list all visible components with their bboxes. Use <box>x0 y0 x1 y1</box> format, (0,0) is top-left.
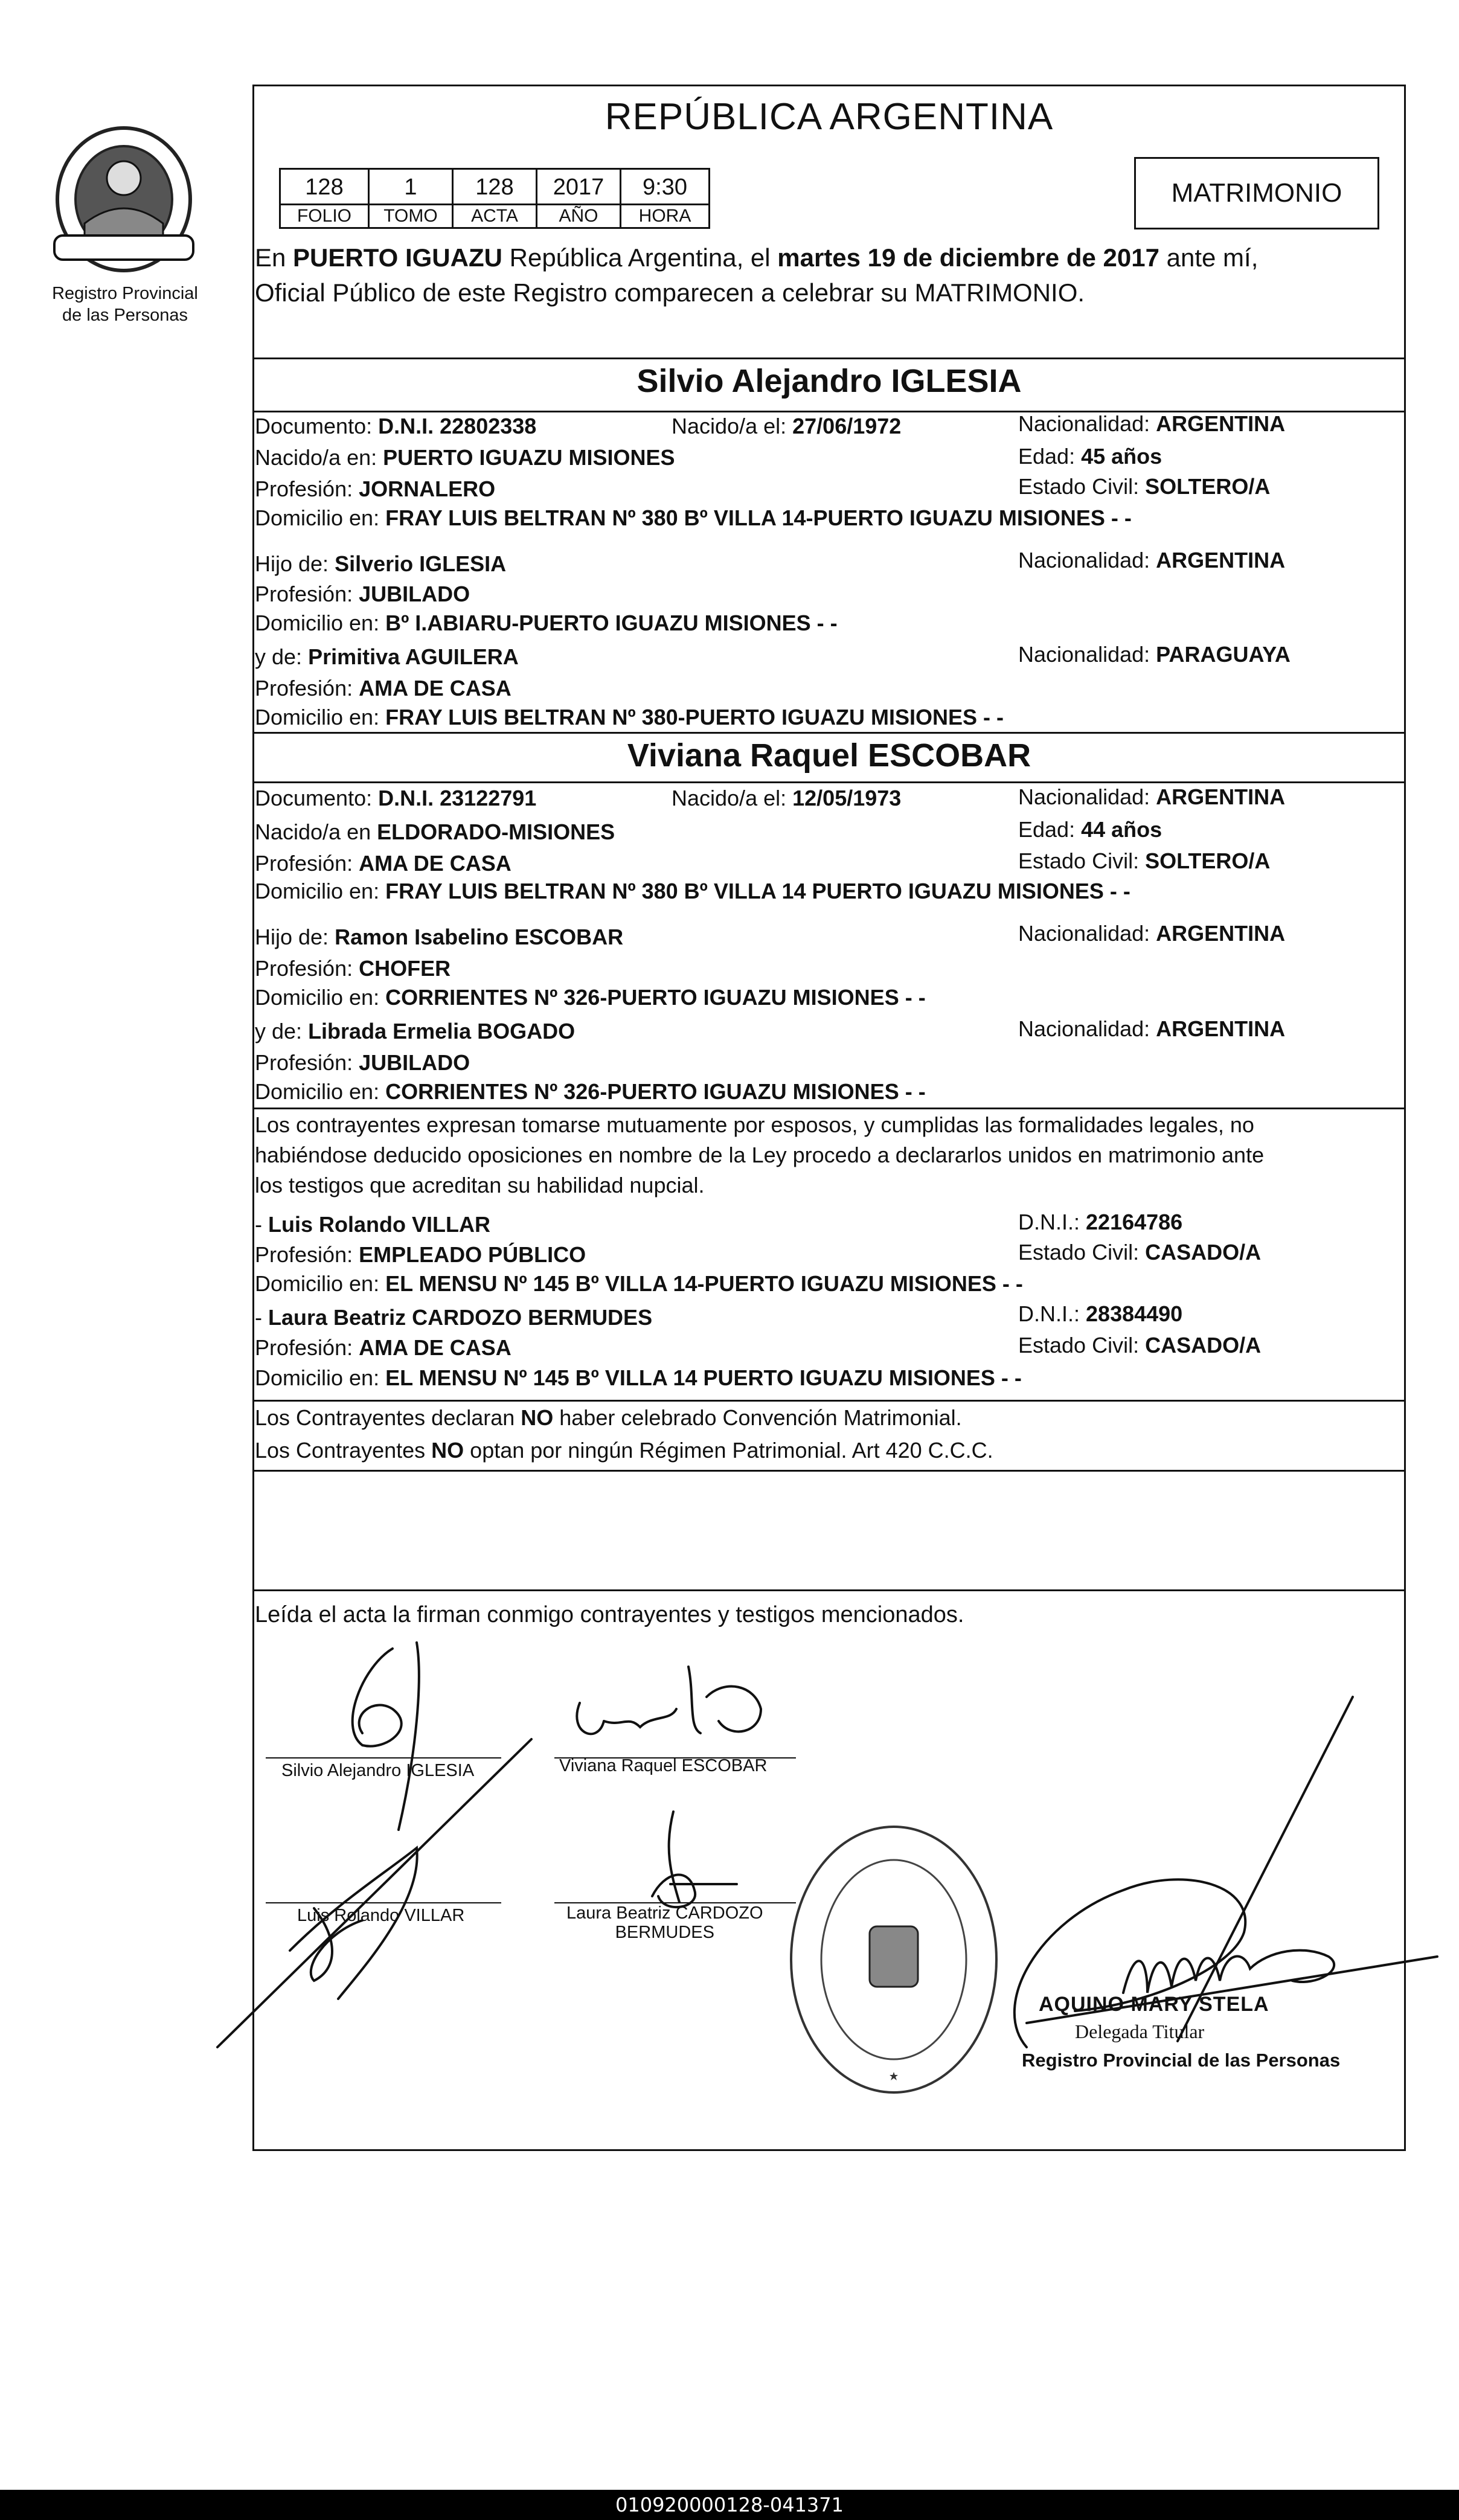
official-organization: Registro Provincial de las Personas <box>1022 2050 1341 2071</box>
witness2-profession: Profesión: AMA DE CASA <box>255 1335 511 1360</box>
spouse1-mother-address: Domicilio en: FRAY LUIS BELTRAN Nº 380-PUERTO IGUAZU MISIONES - - <box>255 705 1004 729</box>
spouse1-name: Silvio Alejandro IGLESIA <box>637 363 1022 399</box>
spouse2-father: Hijo de: Ramon Isabelino ESCOBAR <box>255 925 624 949</box>
spouse1-address: Domicilio en: FRAY LUIS BELTRAN Nº 380 Bº VILLA 14-PUERTO IGUAZU MISIONES - - <box>255 505 1132 530</box>
convention-line2: Los Contrayentes NO optan por ningún Régimen Patrimonial. Art 420 C.C.C. <box>255 1438 993 1463</box>
hora-label: HORA <box>620 204 710 229</box>
witness1-address: Domicilio en: EL MENSU Nº 145 Bº VILLA 14-PUERTO IGUAZU MISIONES - - <box>255 1271 1023 1296</box>
official-name: AQUINO MARY STELA <box>1039 1993 1269 2016</box>
spouse2-mother-address: Domicilio en: CORRIENTES Nº 326-PUERTO IGUAZU MISIONES - - <box>255 1079 926 1104</box>
divider <box>252 1589 1406 1591</box>
divider <box>252 1400 1406 1402</box>
spouse2-birthplace: Nacido/a en ELDORADO-MISIONES <box>255 819 615 844</box>
spouse1-birthdate: Nacido/a el: 27/06/1972 <box>672 414 902 438</box>
signature-label-spouse1: Silvio Alejandro IGLESIA <box>281 1761 475 1780</box>
document-code: 010920000128-041371 <box>615 2493 844 2516</box>
spouse1-father-address: Domicilio en: Bº I.ABIARU-PUERTO IGUAZU MISIONES - - <box>255 611 838 635</box>
witness2-civil-status: Estado Civil: CASADO/A <box>1018 1333 1262 1358</box>
footer-bar <box>0 2490 1459 2520</box>
witness2-name: - Laura Beatriz CARDOZO BERMUDES <box>255 1305 653 1330</box>
registry-stamp-icon <box>779 1818 1008 2102</box>
spouse1-documento: Documento: D.N.I. 22802338 <box>255 414 537 438</box>
anio-label: AÑO <box>536 204 621 229</box>
spouse1-father: Hijo de: Silverio IGLESIA <box>255 551 507 576</box>
signature-label-witness1: Luis Rolando VILLAR <box>297 1906 465 1925</box>
intro-paragraph: En PUERTO IGUAZU República Argentina, el martes 19 de diciembre de 2017 ante mí, Oficial Público de este Registro comparecen a celebrar su MATRIMONIO. <box>255 243 1259 307</box>
declaration-paragraph: Los contrayentes expresan tomarse mutuamente por esposos, y cumplidas las formalidades legales, no habiéndose deducido oposiciones en nombre de la Ley procedo a declararlos unidos en matrimonio ante los testigos que acreditan su habilidad nupcial. <box>255 1112 1265 1197</box>
spouse2-father-profession: Profesión: CHOFER <box>255 956 451 981</box>
spouse1-birthplace: Nacido/a en: PUERTO IGUAZU MISIONES <box>255 445 675 470</box>
hora-value: 9:30 <box>620 168 710 205</box>
spouse1-nationality: Nacionalidad: ARGENTINA <box>1018 411 1286 436</box>
acta-value: 128 <box>452 168 537 205</box>
spouse1-father-profession: Profesión: JUBILADO <box>255 582 470 606</box>
witness1-name: - Luis Rolando VILLAR <box>255 1212 490 1237</box>
act-type-box: MATRIMONIO <box>1134 157 1379 229</box>
witness1-civil-status: Estado Civil: CASADO/A <box>1018 1240 1262 1265</box>
divider <box>252 1108 1406 1109</box>
spouse2-documento: Documento: D.N.I. 23122791 <box>255 786 537 810</box>
acta-label: ACTA <box>452 204 537 229</box>
spouse2-mother: y de: Librada Ermelia BOGADO <box>255 1019 576 1044</box>
witness2-dni: D.N.I.: 28384490 <box>1018 1301 1183 1326</box>
divider <box>252 781 1406 783</box>
tomo-value: 1 <box>368 168 454 205</box>
official-role: Delegada Titular <box>1075 2021 1205 2042</box>
folio-value: 128 <box>279 168 370 205</box>
signature-line <box>266 1902 501 1903</box>
anio-value: 2017 <box>536 168 621 205</box>
signatures-intro: Leída el acta la firman conmigo contrayentes y testigos mencionados. <box>255 1602 964 1627</box>
spouse1-father-nationality: Nacionalidad: ARGENTINA <box>1018 548 1286 572</box>
divider <box>252 732 1406 734</box>
spouse2-civil-status: Estado Civil: SOLTERO/A <box>1018 848 1271 873</box>
folio-label: FOLIO <box>279 204 370 229</box>
spouse2-nationality: Nacionalidad: ARGENTINA <box>1018 784 1286 809</box>
signature-label-spouse2: Viviana Raquel ESCOBAR <box>559 1756 768 1775</box>
spouse1-mother-profession: Profesión: AMA DE CASA <box>255 676 511 701</box>
province-logo <box>42 121 205 278</box>
spouse2-mother-nationality: Nacionalidad: ARGENTINA <box>1018 1016 1286 1041</box>
logo-caption-line1: Registro Provincial <box>52 284 198 303</box>
spouse1-civil-status: Estado Civil: SOLTERO/A <box>1018 474 1271 499</box>
misiones-seal-icon <box>42 121 205 278</box>
spouse1-age: Edad: 45 años <box>1018 444 1162 469</box>
witness1-profession: Profesión: EMPLEADO PÚBLICO <box>255 1242 586 1267</box>
page-title: REPÚBLICA ARGENTINA <box>604 96 1054 138</box>
signature-line <box>266 1757 501 1759</box>
convention-line1: Los Contrayentes declaran NO haber celebrado Convención Matrimonial. <box>255 1405 962 1430</box>
spouse2-address: Domicilio en: FRAY LUIS BELTRAN Nº 380 Bº VILLA 14 PUERTO IGUAZU MISIONES - - <box>255 879 1130 903</box>
tomo-label: TOMO <box>368 204 454 229</box>
divider <box>252 357 1406 359</box>
spouse1-mother: y de: Primitiva AGUILERA <box>255 644 519 669</box>
ceremony-date: martes 19 de diciembre de 2017 <box>777 243 1159 272</box>
spouse2-mother-profession: Profesión: JUBILADO <box>255 1050 470 1075</box>
spouse2-profession: Profesión: AMA DE CASA <box>255 851 511 876</box>
spouse2-name: Viviana Raquel ESCOBAR <box>627 737 1031 774</box>
witness2-address: Domicilio en: EL MENSU Nº 145 Bº VILLA 14 PUERTO IGUAZU MISIONES - - <box>255 1365 1022 1390</box>
divider <box>252 1470 1406 1472</box>
spouse2-birthdate: Nacido/a el: 12/05/1973 <box>672 786 902 810</box>
spouse2-father-nationality: Nacionalidad: ARGENTINA <box>1018 921 1286 946</box>
witness1-dni: D.N.I.: 22164786 <box>1018 1210 1183 1234</box>
spouse2-father-address: Domicilio en: CORRIENTES Nº 326-PUERTO IGUAZU MISIONES - - <box>255 985 926 1010</box>
spouse1-mother-nationality: Nacionalidad: PARAGUAYA <box>1018 642 1291 667</box>
logo-caption-line2: de las Personas <box>62 306 188 325</box>
place: PUERTO IGUAZU <box>293 243 502 272</box>
spouse1-profession: Profesión: JORNALERO <box>255 476 496 501</box>
signature-label-witness2: Laura Beatriz CARDOZO BERMUDES <box>566 1903 763 1942</box>
spouse2-age: Edad: 44 años <box>1018 817 1162 842</box>
registry-stamp <box>779 1818 1008 2102</box>
